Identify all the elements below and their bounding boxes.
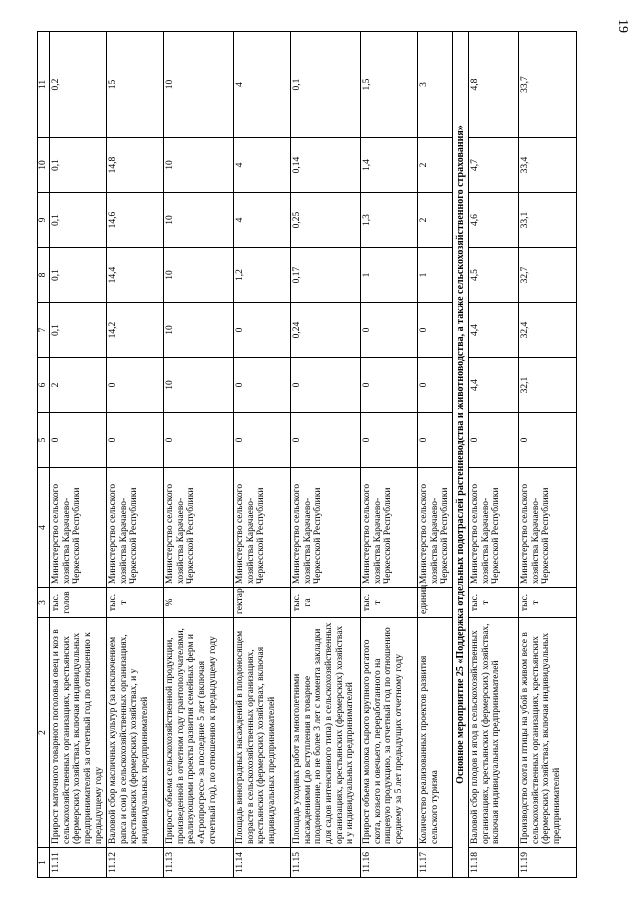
unit-cell: тыс. га bbox=[291, 588, 361, 618]
section-row bbox=[452, 32, 468, 878]
table-row bbox=[361, 32, 418, 878]
row-number: 11.11 bbox=[50, 848, 107, 878]
table-row bbox=[469, 32, 519, 878]
column-number: 8 bbox=[38, 248, 50, 303]
value-cell: 4 bbox=[234, 193, 291, 248]
column-number: 9 bbox=[38, 193, 50, 248]
unit-cell: гектар bbox=[234, 588, 291, 618]
table-body bbox=[38, 32, 577, 878]
row-number: 11.13 bbox=[164, 848, 234, 878]
value-cell: 14,6 bbox=[107, 193, 164, 248]
row-number: 11.17 bbox=[418, 848, 453, 878]
value-cell: 0,1 bbox=[50, 248, 107, 303]
value-cell: 0,1 bbox=[50, 138, 107, 193]
unit-cell: единиц bbox=[418, 588, 453, 618]
value-cell: 0 bbox=[107, 413, 164, 468]
column-number: 3 bbox=[38, 588, 50, 618]
responsible-executor: Министерство сельского хозяйства Карачаево-Черкесской Республики bbox=[418, 468, 453, 588]
responsible-executor: Министерство сельского хозяйства Карачаево-Черкесской Республики bbox=[519, 468, 577, 588]
responsible-executor: Министерство сельского хозяйства Карачаево-Черкесской Республики bbox=[164, 468, 234, 588]
unit-cell: тыс. т bbox=[107, 588, 164, 618]
column-number-row bbox=[38, 32, 50, 878]
value-cell: 0 bbox=[361, 303, 418, 358]
value-cell: 0 bbox=[519, 413, 577, 468]
indicators-table bbox=[37, 31, 577, 878]
value-cell: 14,4 bbox=[107, 248, 164, 303]
value-cell: 0 bbox=[418, 358, 453, 413]
value-cell: 10 bbox=[164, 193, 234, 248]
unit-cell: тыс. голов bbox=[50, 588, 107, 618]
value-cell: 0,2 bbox=[50, 32, 107, 138]
value-cell: 4 bbox=[234, 138, 291, 193]
value-cell: 33,7 bbox=[519, 32, 577, 138]
value-cell: 14,8 bbox=[107, 138, 164, 193]
unit-cell: тыс. т bbox=[361, 588, 418, 618]
value-cell: 0 bbox=[418, 413, 453, 468]
row-number: 11.14 bbox=[234, 848, 291, 878]
value-cell: 32,1 bbox=[519, 358, 577, 413]
value-cell: 33,1 bbox=[519, 193, 577, 248]
value-cell: 0 bbox=[291, 413, 361, 468]
value-cell: 0,1 bbox=[50, 193, 107, 248]
value-cell: 0,14 bbox=[291, 138, 361, 193]
table-row bbox=[418, 32, 453, 878]
column-number: 11 bbox=[38, 32, 50, 138]
value-cell: 2 bbox=[418, 193, 453, 248]
value-cell: 0 bbox=[361, 413, 418, 468]
value-cell: 1,4 bbox=[361, 138, 418, 193]
value-cell: 32,4 bbox=[519, 303, 577, 358]
value-cell: 10 bbox=[164, 303, 234, 358]
indicator-name: Прирост объема молока сырого крупного рогатого скота, козьего и овечьего, переработанного на пищевую продукцию, за отчетный год по отношению среднему за 5 лет предыдущих отчетному году bbox=[361, 618, 418, 848]
indicator-name: Производство скота и птицы на убой в живом весе в сельскохозяйственных организациях, крестьянских (фермерских) хозяйствах, включая индивидуальных предпринимателей bbox=[519, 618, 577, 848]
indicator-name: Площадь виноградных насаждений в плодоносящем возрасте в сельскохозяйственных организациях, крестьянских (фермерских) хозяйствах, включая индивидуальных предпринимателей bbox=[234, 618, 291, 848]
value-cell: 32,7 bbox=[519, 248, 577, 303]
value-cell: 4 bbox=[234, 32, 291, 138]
value-cell: 4,6 bbox=[469, 193, 519, 248]
value-cell: 10 bbox=[164, 138, 234, 193]
value-cell: 1 bbox=[361, 248, 418, 303]
value-cell: 0 bbox=[234, 413, 291, 468]
row-number: 11.12 bbox=[107, 848, 164, 878]
value-cell: 10 bbox=[164, 358, 234, 413]
value-cell: 14,2 bbox=[107, 303, 164, 358]
value-cell: 4,5 bbox=[469, 248, 519, 303]
value-cell: 0 bbox=[418, 303, 453, 358]
value-cell: 0 bbox=[107, 358, 164, 413]
row-number: 11.15 bbox=[291, 848, 361, 878]
value-cell: 0 bbox=[234, 358, 291, 413]
table-row bbox=[234, 32, 291, 878]
column-number: 1 bbox=[38, 848, 50, 878]
value-cell: 0 bbox=[50, 413, 107, 468]
column-number: 7 bbox=[38, 303, 50, 358]
value-cell: 0 bbox=[469, 413, 519, 468]
responsible-executor: Министерство сельского хозяйства Карачаево-Черкесской Республики bbox=[50, 468, 107, 588]
indicator-name: Валовой сбор масличных культур (за исключением рапса и сои) в сельскохозяйственных организациях, крестьянских (фермерских) хозяйствах, и у индивидуальных предпринимателей bbox=[107, 618, 164, 848]
responsible-executor: Министерство сельского хозяйства Карачаево-Черкесской Республики bbox=[234, 468, 291, 588]
responsible-executor: Министерство сельского хозяйства Карачаево-Черкесской Республики bbox=[107, 468, 164, 588]
value-cell: 1,2 bbox=[234, 248, 291, 303]
value-cell: 2 bbox=[418, 138, 453, 193]
indicator-name: Прирост объема сельскохозяйственной продукции, произведенной в отчетном году грантополучателями, реализующими проекты развития семейных ферм и «Агропрогресс» за последние 5 лет (включая отчетный год), по отношению к предыдущему году bbox=[164, 618, 234, 848]
column-number: 4 bbox=[38, 468, 50, 588]
column-number: 6 bbox=[38, 358, 50, 413]
value-cell: 3 bbox=[418, 32, 453, 138]
table-row bbox=[291, 32, 361, 878]
value-cell: 0 bbox=[234, 303, 291, 358]
value-cell: 0 bbox=[164, 413, 234, 468]
column-number: 10 bbox=[38, 138, 50, 193]
responsible-executor: Министерство сельского хозяйства Карачаево-Черкесской Республики bbox=[469, 468, 519, 588]
value-cell: 0,17 bbox=[291, 248, 361, 303]
value-cell: 15 bbox=[107, 32, 164, 138]
table-row bbox=[164, 32, 234, 878]
unit-cell: % bbox=[164, 588, 234, 618]
value-cell: 10 bbox=[164, 248, 234, 303]
table-row bbox=[519, 32, 577, 878]
value-cell: 1,3 bbox=[361, 193, 418, 248]
value-cell: 4,7 bbox=[469, 138, 519, 193]
value-cell: 0 bbox=[291, 358, 361, 413]
responsible-executor: Министерство сельского хозяйства Карачаево-Черкесской Республики bbox=[291, 468, 361, 588]
value-cell: 4,4 bbox=[469, 303, 519, 358]
value-cell: 4,4 bbox=[469, 358, 519, 413]
unit-cell: тыс. т bbox=[469, 588, 519, 618]
indicator-name: Прирост маточного товарного поголовья овец и коз в сельскохозяйственных организациях, крестьянских (фермерских) хозяйствах, включая индивидуальных предпринимателей за отчетный год по отношению к предыдущему году bbox=[50, 618, 107, 848]
column-number: 2 bbox=[38, 618, 50, 848]
column-number: 5 bbox=[38, 413, 50, 468]
value-cell: 4,8 bbox=[469, 32, 519, 138]
value-cell: 2 bbox=[50, 358, 107, 413]
row-number: 11.16 bbox=[361, 848, 418, 878]
value-cell: 0 bbox=[361, 358, 418, 413]
table-row bbox=[107, 32, 164, 878]
value-cell: 10 bbox=[164, 32, 234, 138]
indicator-name: Количество реализованных проектов развития сельского туризма bbox=[418, 618, 453, 848]
section-title: Основное мероприятие 25 «Поддержка отдельных подотраслей растениеводства и животноводства, а также сельскохозяйственного страхования» bbox=[452, 32, 468, 878]
value-cell: 1 bbox=[418, 248, 453, 303]
value-cell: 33,4 bbox=[519, 138, 577, 193]
unit-cell: тыс. т bbox=[519, 588, 577, 618]
value-cell: 0,25 bbox=[291, 193, 361, 248]
indicator-name: Площадь уходных работ за многолетними насаждениями (до вступления в товарное плодоношение, но не более 3 лет с момента закладки для садов интенсивного типа) в сельскохозяйственных организациях, крестьянских (фермерских) хозяйствах и у индивидуальных предпринимателей bbox=[291, 618, 361, 848]
responsible-executor: Министерство сельского хозяйства Карачаево-Черкесской Республики bbox=[361, 468, 418, 588]
table-row bbox=[50, 32, 107, 878]
row-number: 11.18 bbox=[469, 848, 519, 878]
value-cell: 1,5 bbox=[361, 32, 418, 138]
indicator-name: Валовой сбор плодов и ягод в сельскохозяйственных организациях, крестьянских (фермерских) хозяйствах, включая индивидуальных предпринимателей bbox=[469, 618, 519, 848]
value-cell: 0,24 bbox=[291, 303, 361, 358]
row-number: 11.19 bbox=[519, 848, 577, 878]
rotated-page bbox=[37, 32, 640, 878]
page-number: 19 bbox=[615, 19, 630, 33]
value-cell: 0,1 bbox=[291, 32, 361, 138]
value-cell: 0,1 bbox=[50, 303, 107, 358]
